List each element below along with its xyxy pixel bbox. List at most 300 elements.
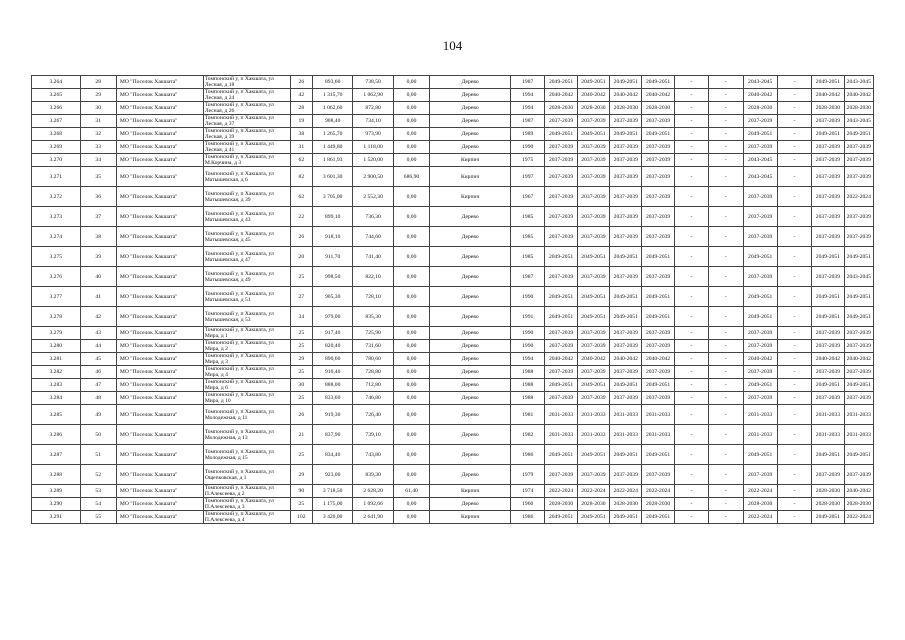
cell-e: - xyxy=(674,465,708,485)
cell-addr: Томпонский у, п Хакшата, ул Матышевская, д 49 xyxy=(203,267,290,287)
cell-a: 42 xyxy=(290,89,312,102)
cell-p5: 2040-2042 xyxy=(743,353,777,366)
cell-d: 0,00 xyxy=(393,207,429,227)
cell-b: 1 449,80 xyxy=(312,141,352,154)
cell-n: 54 xyxy=(80,498,116,511)
cell-mat: Кирпич xyxy=(430,187,511,207)
cell-mat: Дерево xyxy=(430,115,511,128)
cell-p6: 2028-2030 xyxy=(812,498,844,511)
cell-yr: 1990 xyxy=(511,141,545,154)
cell-f: - xyxy=(709,485,743,498)
cell-p1: 2040-2042 xyxy=(545,353,577,366)
cell-addr: Томпонский у, п Хакшата, ул Лесная, д 39 xyxy=(203,128,290,141)
cell-id: 3.270 xyxy=(32,154,81,167)
cell-id: 3.283 xyxy=(32,379,81,392)
cell-p6: 2037-2039 xyxy=(812,167,844,187)
cell-id: 3.289 xyxy=(32,485,81,498)
cell-f: - xyxy=(709,287,743,307)
cell-a: 82 xyxy=(290,167,312,187)
cell-p7: 2043-2045 xyxy=(844,115,873,128)
cell-f: - xyxy=(709,227,743,247)
cell-p5: 2043-2045 xyxy=(743,167,777,187)
cell-mat: Дерево xyxy=(430,76,511,89)
cell-id: 3.287 xyxy=(32,445,81,465)
cell-f: - xyxy=(709,267,743,287)
cell-addr: Томпонский у, п Хакшата, ул Мира, д 3 xyxy=(203,353,290,366)
cell-p7: 2037-2039 xyxy=(844,141,873,154)
table-row xyxy=(32,485,874,498)
cell-p7: 2049-2051 xyxy=(844,287,873,307)
cell-p4: 2037-2039 xyxy=(642,207,674,227)
cell-p7: 2049-2051 xyxy=(844,379,873,392)
cell-yr: 1987 xyxy=(511,76,545,89)
cell-p4: 2037-2039 xyxy=(642,465,674,485)
cell-p1: 2022-2024 xyxy=(545,485,577,498)
cell-p6: 2049-2051 xyxy=(812,379,844,392)
cell-a: 25 xyxy=(290,340,312,353)
cell-id: 3.275 xyxy=(32,247,81,267)
cell-p2: 2049-2051 xyxy=(577,76,609,89)
cell-id: 3.266 xyxy=(32,102,81,115)
cell-a: 31 xyxy=(290,141,312,154)
cell-org: МО "Поселок Хакшата" xyxy=(116,340,203,353)
cell-p3: 2037-2039 xyxy=(610,327,642,340)
cell-b: 979,00 xyxy=(312,307,352,327)
cell-p7: 2040-2042 xyxy=(844,353,873,366)
cell-addr: Томпонский у, п Хакшата, ул Лесная, д 24 xyxy=(203,89,290,102)
cell-p6: 2037-2039 xyxy=(812,267,844,287)
cell-p6: 2037-2039 xyxy=(812,187,844,207)
cell-id: 3.285 xyxy=(32,405,81,425)
cell-org: МО "Поселок Хакшата" xyxy=(116,307,203,327)
cell-yr: 1974 xyxy=(511,485,545,498)
cell-p6: 2037-2039 xyxy=(812,207,844,227)
cell-n: 37 xyxy=(80,207,116,227)
cell-p6: 2037-2039 xyxy=(812,465,844,485)
cell-org: МО "Поселок Хакшата" xyxy=(116,154,203,167)
cell-p2: 2040-2042 xyxy=(577,353,609,366)
cell-e: - xyxy=(674,485,708,498)
cell-id: 3.269 xyxy=(32,141,81,154)
cell-c: 839,30 xyxy=(353,465,393,485)
cell-mat: Дерево xyxy=(430,353,511,366)
cell-org: МО "Поселок Хакшата" xyxy=(116,267,203,287)
table-row xyxy=(32,327,874,340)
cell-p2: 2031-2033 xyxy=(577,405,609,425)
cell-b: 3 705,00 xyxy=(312,187,352,207)
table-row xyxy=(32,405,874,425)
cell-org: МО "Поселок Хакшата" xyxy=(116,425,203,445)
cell-g: - xyxy=(777,511,811,524)
cell-n: 41 xyxy=(80,287,116,307)
cell-p3: 2040-2042 xyxy=(610,353,642,366)
cell-org: МО "Поселок Хакшата" xyxy=(116,511,203,524)
cell-p3: 2049-2051 xyxy=(610,247,642,267)
cell-f: - xyxy=(709,340,743,353)
cell-mat: Дерево xyxy=(430,89,511,102)
cell-p3: 2022-2024 xyxy=(610,485,642,498)
cell-mat: Дерево xyxy=(430,287,511,307)
cell-mat: Кирпич xyxy=(430,511,511,524)
cell-addr: Томпонский у, п Хакшата, ул Молодежная, д 13 xyxy=(203,425,290,445)
cell-f: - xyxy=(709,511,743,524)
cell-p3: 2037-2039 xyxy=(610,227,642,247)
cell-org: МО "Поселок Хакшата" xyxy=(116,207,203,227)
cell-p7: 2040-2042 xyxy=(844,485,873,498)
cell-p7: 2037-2039 xyxy=(844,154,873,167)
cell-f: - xyxy=(709,327,743,340)
cell-e: - xyxy=(674,154,708,167)
cell-p5: 2049-2051 xyxy=(743,445,777,465)
cell-p1: 2037-2039 xyxy=(545,207,577,227)
cell-id: 3.278 xyxy=(32,307,81,327)
cell-g: - xyxy=(777,379,811,392)
table-row xyxy=(32,353,874,366)
cell-g: - xyxy=(777,154,811,167)
table-body xyxy=(32,76,874,524)
cell-p2: 2037-2039 xyxy=(577,154,609,167)
cell-p5: 2037-2039 xyxy=(743,227,777,247)
cell-d: 0,00 xyxy=(393,340,429,353)
cell-id: 3.264 xyxy=(32,76,81,89)
cell-id: 3.282 xyxy=(32,366,81,379)
cell-p2: 2028-2030 xyxy=(577,102,609,115)
cell-yr: 1960 xyxy=(511,498,545,511)
cell-a: 30 xyxy=(290,379,312,392)
cell-p3: 2037-2039 xyxy=(610,465,642,485)
cell-p5: 2037-2039 xyxy=(743,340,777,353)
cell-p7: 2028-2030 xyxy=(844,498,873,511)
cell-f: - xyxy=(709,167,743,187)
cell-org: МО "Поселок Хакшата" xyxy=(116,465,203,485)
cell-p6: 2037-2039 xyxy=(812,154,844,167)
cell-b: 919,30 xyxy=(312,405,352,425)
cell-d: 0,00 xyxy=(393,465,429,485)
cell-p6: 2028-2030 xyxy=(812,102,844,115)
cell-p4: 2037-2039 xyxy=(642,154,674,167)
cell-p5: 2022-2024 xyxy=(743,511,777,524)
cell-d: 0,00 xyxy=(393,445,429,465)
cell-p2: 2037-2039 xyxy=(577,207,609,227)
cell-p7: 2049-2051 xyxy=(844,307,873,327)
cell-p2: 2037-2039 xyxy=(577,227,609,247)
cell-e: - xyxy=(674,115,708,128)
cell-p3: 2049-2051 xyxy=(610,445,642,465)
cell-mat: Дерево xyxy=(430,498,511,511)
cell-b: 1 861,93 xyxy=(312,154,352,167)
cell-g: - xyxy=(777,102,811,115)
cell-b: 3 420,00 xyxy=(312,511,352,524)
cell-yr: 1994 xyxy=(511,353,545,366)
cell-yr: 1990 xyxy=(511,340,545,353)
cell-org: МО "Поселок Хакшата" xyxy=(116,445,203,465)
cell-a: 29 xyxy=(290,465,312,485)
cell-d: 0,00 xyxy=(393,327,429,340)
cell-d: 0,00 xyxy=(393,392,429,405)
cell-d: 0,00 xyxy=(393,353,429,366)
cell-p2: 2037-2039 xyxy=(577,267,609,287)
cell-f: - xyxy=(709,425,743,445)
cell-p5: 2031-2033 xyxy=(743,405,777,425)
cell-p5: 2043-2045 xyxy=(743,154,777,167)
cell-yr: 1985 xyxy=(511,207,545,227)
cell-e: - xyxy=(674,511,708,524)
cell-n: 50 xyxy=(80,425,116,445)
cell-n: 42 xyxy=(80,307,116,327)
cell-n: 52 xyxy=(80,465,116,485)
cell-p1: 2037-2039 xyxy=(545,267,577,287)
cell-e: - xyxy=(674,340,708,353)
cell-p6: 2049-2051 xyxy=(812,307,844,327)
cell-p1: 2049-2051 xyxy=(545,76,577,89)
cell-p4: 2049-2051 xyxy=(642,511,674,524)
cell-c: 780,60 xyxy=(353,353,393,366)
cell-mat: Кирпич xyxy=(430,485,511,498)
cell-p3: 2028-2030 xyxy=(610,102,642,115)
cell-p6: 2037-2039 xyxy=(812,141,844,154)
cell-f: - xyxy=(709,76,743,89)
cell-p2: 2040-2042 xyxy=(577,89,609,102)
cell-d: 61,40 xyxy=(393,485,429,498)
cell-id: 3.281 xyxy=(32,353,81,366)
cell-org: МО "Поселок Хакшата" xyxy=(116,102,203,115)
cell-addr: Томпонский у, п Хакшата, ул Мира, д 4 xyxy=(203,366,290,379)
cell-c: 728,10 xyxy=(353,287,393,307)
cell-n: 48 xyxy=(80,392,116,405)
cell-p4: 2028-2030 xyxy=(642,102,674,115)
cell-n: 46 xyxy=(80,366,116,379)
cell-f: - xyxy=(709,154,743,167)
cell-n: 45 xyxy=(80,353,116,366)
cell-p7: 2040-2042 xyxy=(844,89,873,102)
cell-p5: 2040-2042 xyxy=(743,89,777,102)
cell-p1: 2037-2039 xyxy=(545,115,577,128)
cell-p4: 2037-2039 xyxy=(642,366,674,379)
cell-p2: 2037-2039 xyxy=(577,392,609,405)
cell-e: - xyxy=(674,307,708,327)
cell-addr: Томпонский у, п Хакшата, ул Лесная, д 37 xyxy=(203,115,290,128)
cell-id: 3.284 xyxy=(32,392,81,405)
cell-p1: 2028-2030 xyxy=(545,102,577,115)
cell-b: 1 062,60 xyxy=(312,102,352,115)
cell-yr: 1989 xyxy=(511,128,545,141)
cell-d: 0,00 xyxy=(393,511,429,524)
cell-d: 0,00 xyxy=(393,267,429,287)
cell-p5: 2049-2051 xyxy=(743,287,777,307)
cell-id: 3.290 xyxy=(32,498,81,511)
cell-p7: 2037-2039 xyxy=(844,340,873,353)
cell-p6: 2049-2051 xyxy=(812,445,844,465)
cell-p3: 2040-2042 xyxy=(610,89,642,102)
cell-c: 1 062,90 xyxy=(353,89,393,102)
cell-c: 2 900,50 xyxy=(353,167,393,187)
cell-e: - xyxy=(674,76,708,89)
cell-b: 911,70 xyxy=(312,247,352,267)
cell-mat: Дерево xyxy=(430,445,511,465)
housing-register-table xyxy=(31,75,874,524)
cell-p2: 2037-2039 xyxy=(577,115,609,128)
cell-p1: 2037-2039 xyxy=(545,141,577,154)
cell-p7: 2037-2039 xyxy=(844,327,873,340)
cell-p5: 2037-2039 xyxy=(743,207,777,227)
cell-p3: 2031-2033 xyxy=(610,405,642,425)
cell-f: - xyxy=(709,405,743,425)
cell-a: 90 xyxy=(290,485,312,498)
cell-n: 32 xyxy=(80,128,116,141)
cell-p2: 2037-2039 xyxy=(577,167,609,187)
cell-addr: Томпонский у, п Хакшата, ул Матышевская, д 6 xyxy=(203,167,290,187)
cell-n: 51 xyxy=(80,445,116,465)
cell-p2: 2037-2039 xyxy=(577,327,609,340)
cell-org: МО "Поселок Хакшата" xyxy=(116,128,203,141)
cell-org: МО "Поселок Хакшата" xyxy=(116,327,203,340)
cell-addr: Томпонский у, п Хакшата, ул Лесная, д 26 xyxy=(203,102,290,115)
cell-p1: 2037-2039 xyxy=(545,340,577,353)
cell-p2: 2028-2030 xyxy=(577,498,609,511)
cell-p4: 2037-2039 xyxy=(642,267,674,287)
cell-addr: Томпонский у, п Хакшата, ул Мира, д 10 xyxy=(203,392,290,405)
cell-mat: Дерево xyxy=(430,102,511,115)
cell-g: - xyxy=(777,327,811,340)
cell-addr: Томпонский у, п Хакшата, ул Мира, д 6 xyxy=(203,379,290,392)
cell-a: 28 xyxy=(290,102,312,115)
table-row xyxy=(32,287,874,307)
table-row xyxy=(32,76,874,89)
cell-yr: 1990 xyxy=(511,287,545,307)
cell-d: 0,00 xyxy=(393,287,429,307)
cell-p4: 2037-2039 xyxy=(642,392,674,405)
cell-b: 923,00 xyxy=(312,465,352,485)
cell-mat: Дерево xyxy=(430,227,511,247)
cell-id: 3.291 xyxy=(32,511,81,524)
cell-b: 820,40 xyxy=(312,340,352,353)
cell-id: 3.267 xyxy=(32,115,81,128)
cell-p4: 2031-2033 xyxy=(642,425,674,445)
cell-n: 40 xyxy=(80,267,116,287)
table-row xyxy=(32,445,874,465)
cell-addr: Томпонский у, п Хакшата, ул Лесная, д 41 xyxy=(203,141,290,154)
cell-a: 25 xyxy=(290,498,312,511)
cell-p7: 2043-2045 xyxy=(844,267,873,287)
table-row xyxy=(32,267,874,287)
cell-g: - xyxy=(777,187,811,207)
cell-f: - xyxy=(709,128,743,141)
cell-id: 3.279 xyxy=(32,327,81,340)
cell-p3: 2049-2051 xyxy=(610,307,642,327)
cell-p4: 2037-2039 xyxy=(642,327,674,340)
cell-mat: Дерево xyxy=(430,425,511,445)
cell-p4: 2037-2039 xyxy=(642,167,674,187)
cell-c: 2 628,20 xyxy=(353,485,393,498)
cell-a: 25 xyxy=(290,445,312,465)
cell-c: 741,40 xyxy=(353,247,393,267)
cell-p3: 2049-2051 xyxy=(610,76,642,89)
cell-d: 0,00 xyxy=(393,366,429,379)
cell-b: 998,50 xyxy=(312,267,352,287)
cell-p3: 2031-2033 xyxy=(610,425,642,445)
cell-c: 872,80 xyxy=(353,102,393,115)
cell-c: 1 092,66 xyxy=(353,498,393,511)
cell-a: 25 xyxy=(290,327,312,340)
cell-p4: 2049-2051 xyxy=(642,379,674,392)
cell-f: - xyxy=(709,187,743,207)
cell-g: - xyxy=(777,366,811,379)
cell-p2: 2049-2051 xyxy=(577,247,609,267)
cell-p5: 2037-2039 xyxy=(743,115,777,128)
cell-p5: 2049-2051 xyxy=(743,247,777,267)
cell-p6: 2049-2051 xyxy=(812,128,844,141)
cell-d: 0,00 xyxy=(393,425,429,445)
cell-p6: 2037-2039 xyxy=(812,366,844,379)
cell-p7: 2037-2039 xyxy=(844,207,873,227)
cell-org: МО "Поселок Хакшата" xyxy=(116,485,203,498)
table-row xyxy=(32,511,874,524)
cell-a: 26 xyxy=(290,227,312,247)
cell-p5: 2049-2051 xyxy=(743,307,777,327)
cell-c: 1 520,00 xyxy=(353,154,393,167)
cell-d: 0,00 xyxy=(393,307,429,327)
table-row xyxy=(32,366,874,379)
cell-mat: Дерево xyxy=(430,128,511,141)
cell-a: 102 xyxy=(290,511,312,524)
cell-mat: Дерево xyxy=(430,379,511,392)
cell-id: 3.277 xyxy=(32,287,81,307)
cell-mat: Дерево xyxy=(430,405,511,425)
cell-yr: 1975 xyxy=(511,154,545,167)
cell-p1: 2049-2051 xyxy=(545,307,577,327)
cell-b: 3 718,50 xyxy=(312,485,352,498)
cell-yr: 1990 xyxy=(511,327,545,340)
cell-p1: 2037-2039 xyxy=(545,465,577,485)
cell-n: 47 xyxy=(80,379,116,392)
table-row xyxy=(32,340,874,353)
cell-f: - xyxy=(709,89,743,102)
cell-org: МО "Поселок Хакшата" xyxy=(116,366,203,379)
cell-p5: 2037-2039 xyxy=(743,327,777,340)
cell-addr: Томпонский у, п Хакшата, ул П.Алексеева, д 4 xyxy=(203,511,290,524)
cell-b: 905,30 xyxy=(312,287,352,307)
cell-n: 43 xyxy=(80,327,116,340)
cell-e: - xyxy=(674,187,708,207)
cell-p7: 2037-2039 xyxy=(844,366,873,379)
cell-b: 893,60 xyxy=(312,76,352,89)
cell-p7: 2049-2051 xyxy=(844,128,873,141)
cell-p4: 2037-2039 xyxy=(642,141,674,154)
cell-c: 726,40 xyxy=(353,405,393,425)
cell-p2: 2049-2051 xyxy=(577,511,609,524)
table-row xyxy=(32,392,874,405)
cell-d: 0,00 xyxy=(393,227,429,247)
cell-c: 738,50 xyxy=(353,76,393,89)
cell-mat: Дерево xyxy=(430,307,511,327)
cell-p2: 2037-2039 xyxy=(577,340,609,353)
cell-a: 29 xyxy=(290,353,312,366)
cell-p6: 2031-2033 xyxy=(812,425,844,445)
cell-p3: 2037-2039 xyxy=(610,187,642,207)
table-row xyxy=(32,247,874,267)
cell-addr: Томпонский у, п Хакшата, ул П.Алексеева, д 2 xyxy=(203,485,290,498)
table-row xyxy=(32,227,874,247)
cell-p1: 2049-2051 xyxy=(545,287,577,307)
cell-org: МО "Поселок Хакшата" xyxy=(116,379,203,392)
table-row xyxy=(32,167,874,187)
cell-mat: Кирпич xyxy=(430,167,511,187)
cell-yr: 1987 xyxy=(511,115,545,128)
cell-yr: 1979 xyxy=(511,465,545,485)
cell-e: - xyxy=(674,141,708,154)
cell-d: 0,00 xyxy=(393,154,429,167)
table-row xyxy=(32,187,874,207)
